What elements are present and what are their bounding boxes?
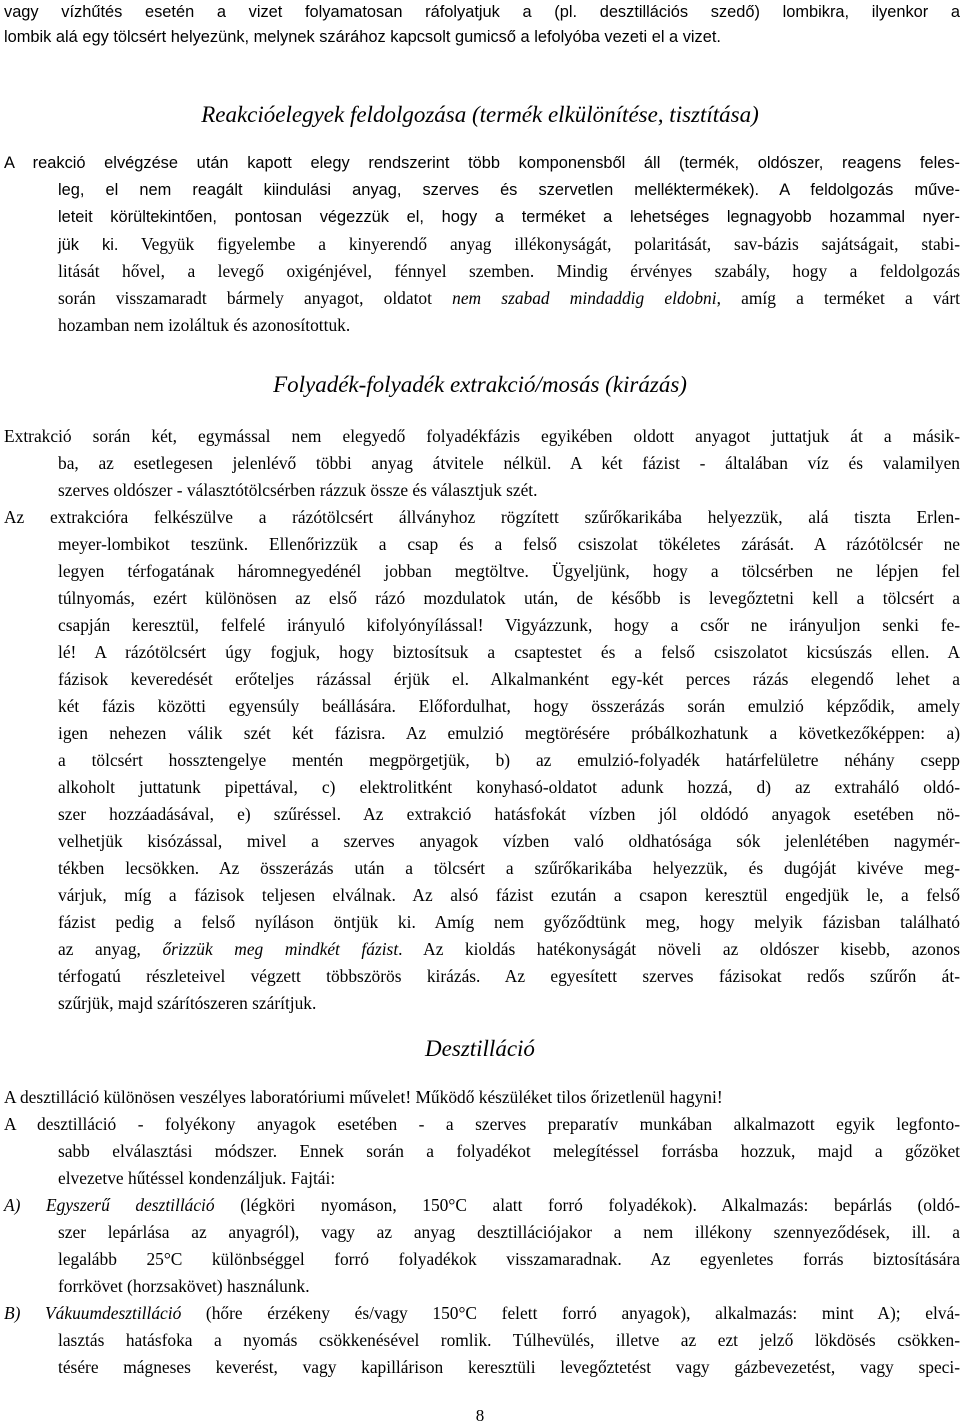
- paragraph-line: fázisok keveredését erőteljes rázással érjük el. Alkalmanként egy-két perces rázás elegendő lehet a: [58, 669, 960, 689]
- text-span: , amíg a terméket a várt: [716, 288, 960, 308]
- text-span: jük ki.: [58, 236, 119, 254]
- paragraph-line: Extrakció során két, egymással nem elegyedő folyadékfázis egyikében oldott anyagot juttatjuk át a másik-: [4, 426, 960, 446]
- paragraph-line: [58, 937, 960, 962]
- list-item-b: [4, 1301, 960, 1326]
- paragraph-line: ba, az esetlegesen jelenlévő többi anyag átvitele nélkül. A két fázist - általában víz és valamilyen: [58, 453, 960, 473]
- paragraph-line: A reakció elvégzése után kapott elegy rendszerint több komponensből áll (termék, oldószer, reagens feles-: [4, 154, 960, 172]
- section-heading-extrakcio: Folyadék-folyadék extrakció/mosás (kirázás): [273, 372, 687, 397]
- text-span: . Az kioldás hatékonyságát növeli az oldószer kisebb, azonos: [398, 939, 960, 959]
- section-heading-desztillacio: Desztilláció: [425, 1036, 535, 1061]
- paragraph-line: tésére mágneses keverést, vagy kapillárison keresztüli levegőztetést vagy gázbevezetést, vagy speci-: [58, 1357, 960, 1377]
- text-span: (hőre érzékeny és/vagy 150°C felett forró anyagok), alkalmazás: mint A); elvá-: [181, 1303, 960, 1323]
- paragraph-line: legalább 25°C különbséggel forró folyadékok visszamaradnak. Az egyenletes forrás biztosítására: [58, 1249, 960, 1269]
- paragraph-line: szer hozzáadásával, e) szűréssel. Az extrakció hatásfokát vízben jól oldódó anyagok esetében nö-: [58, 804, 960, 824]
- paragraph-line: litását hővel, a levegő oxigénjével, fénnyel szemben. Mindig érvényes szabály, hogy a feldolgozás: [58, 261, 960, 281]
- text-span: (légköri nyomáson, 150°C alatt forró folyadékok). Alkalmazás: bepárlás (oldó-: [214, 1195, 960, 1215]
- paragraph-line: lé! A rázótölcsért úgy fogjuk, hogy biztosítsuk a csaptestet és a felső csiszolatot kicsúszás ellen. A: [58, 642, 960, 662]
- paragraph-line: túlnyomás, ezért különösen az első rázó mozdulatok után, de később is levegőztetni kell a tölcsért a: [58, 588, 960, 608]
- page-number: 8: [475, 1406, 485, 1425]
- list-label: A) Egyszerű desztilláció: [4, 1195, 215, 1215]
- paragraph-line: legyen térfogatának háromnegyedénél jobban megtöltve. Ügyeljünk, hogy a tölcsérben ne lépjen fel: [58, 561, 960, 581]
- warning-line: A desztilláció különösen veszélyes laboratóriumi művelet! Működő készüléket tilos őrizetlenül hagyni!: [4, 1087, 723, 1107]
- list-label: B) Vákuumdesztilláció: [4, 1303, 182, 1323]
- paragraph-line: [58, 232, 960, 258]
- paragraph-line: elvezetve hűtéssel kondenzáljuk. Fajtái:: [58, 1168, 336, 1188]
- paragraph-line: a tölcsért hossztengelye mentén megpörgetjük, b) az emulzió-folyadék határfelületre néhány csepp: [58, 750, 960, 770]
- paragraph-line: alkoholt juttatunk pipettával, c) elektrolitként konyhasó-oldatot adunk hozzá, d) az extraháló oldó-: [58, 777, 960, 797]
- paragraph-line: leteit körültekintően, pontosan végezzük el, hogy a terméket a lehetséges legnagyobb hozammal nyer-: [58, 208, 960, 226]
- emphasis-text: őrizzük meg mindkét fázist: [162, 939, 399, 959]
- intro-line-2: lombik alá egy tölcsért helyezünk, melynek szárához kapcsolt gumicső a lefolyóba vezeti el a vizet.: [4, 28, 721, 46]
- paragraph-line: meyer-lombikot teszünk. Ellenőrizzük a csap és a felső csiszolat tökéletes zárását. A rázótölcsér ne: [58, 534, 960, 554]
- paragraph-line: tékben lecsökken. Az összerázás után a tölcsért a szűrőkarikába helyezzük, és dugóját kivéve meg-: [58, 858, 960, 878]
- paragraph-line: szer lepárlása az anyagról), vagy az anyag desztillációjakor a nem illékony szennyeződések, ill. a: [58, 1222, 960, 1242]
- paragraph-line: csapján keresztül, felfelé irányuló kifolyónyílással! Vigyázzunk, hogy a csőr ne irányuljon senki fe-: [58, 615, 960, 635]
- paragraph-line: lasztás hatásfoka a nyomás csökkenésével romlik. Túlhevülés, illetve az ezt jelző lökdösés csökken-: [58, 1330, 960, 1350]
- text-span: az anyag,: [58, 939, 163, 959]
- paragraph-line: leg, el nem reagált kiindulási anyag, szerves és szervetlen melléktermékek). A feldolgozás műve-: [58, 181, 960, 199]
- paragraph-line: hozamban nem izoláltuk és azonosítottuk.: [58, 315, 351, 335]
- paragraph-line: várjuk, míg a fázisok teljesen elválnak. Az alsó fázist ezután a csapon keresztül engedjük le, a felső: [58, 885, 960, 905]
- intro-line-1: vagy vízhűtés esetén a vizet folyamatosan ráfolyatjuk a (pl. desztillációs szedő) lombikra, ilyenkor a: [4, 3, 960, 21]
- paragraph-line: velhetjük kisózással, mivel a szerves anyagok vízben való oldhatósága sók jelenlétében nagymér-: [58, 831, 960, 851]
- paragraph-line: [58, 286, 960, 311]
- paragraph-line: sabb elválasztási módszer. Ennek során a folyadékot melegítéssel forrásba hozzuk, majd a gőzöket: [58, 1141, 960, 1161]
- paragraph-line: fázist pedig a felső nyíláson öntjük ki. Amíg nem győződtünk meg, hogy melyik fázisban található: [58, 912, 960, 932]
- section-heading-feldolgozas: Reakcióelegyek feldolgozása (termék elkülönítése, tisztítása): [201, 102, 759, 127]
- paragraph-line: két fázis közötti egyensúly beállására. Előfordulhat, hogy összerázás során emulzió képződik, amely: [58, 696, 960, 716]
- emphasis-text: nem szabad mindaddig eldobni: [452, 288, 717, 308]
- paragraph-line: A desztilláció - folyékony anyagok esetében - a szerves preparatív munkában alkalmazott egyik legfonto-: [4, 1114, 960, 1134]
- text-span: során visszamaradt bármely anyagot, oldatot: [58, 288, 453, 308]
- paragraph-line: szerves oldószer - választótölcsérben rázzuk össze és választjuk szét.: [58, 480, 538, 500]
- list-item-a: [4, 1193, 960, 1218]
- text-span: Vegyük figyelembe a kinyerendő anyag illékonyságát, polaritását, sav-bázis sajátságait, stabi-: [141, 234, 960, 254]
- paragraph-line: Az extrakcióra felkészülve a rázótölcsért állványhoz rögzített szűrőkarikába helyezzük, alá tiszta Erlen-: [4, 507, 960, 527]
- paragraph-line: igen nehezen válik szét két fázisra. Az emulzió megtörésére próbálkozhatunk a következőképpen: a): [58, 723, 960, 743]
- paragraph-line: forrkövet (horzsakövet) használunk.: [58, 1276, 310, 1296]
- paragraph-line: szűrjük, majd szárítószeren szárítjuk.: [58, 993, 317, 1013]
- paragraph-line: térfogatú részleteivel végzett többszörös kirázás. Az egyesített szerves fázisokat redős szűrőn át-: [58, 966, 960, 986]
